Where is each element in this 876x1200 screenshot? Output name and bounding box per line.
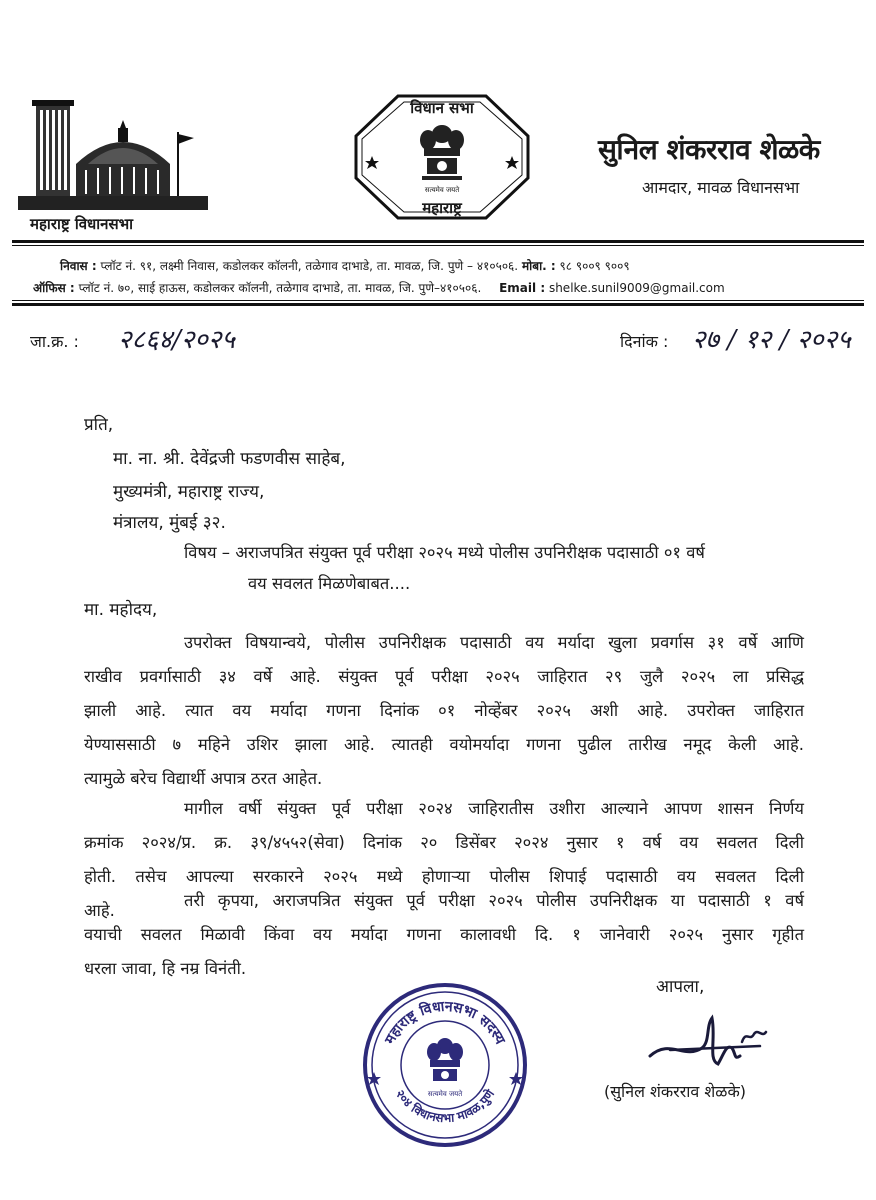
subject-text-1: अराजपत्रित संयुक्त पूर्व परीक्षा २०२५ मध्ये पोलीस उपनिरीक्षक पदासाठी ०१ वर्ष (235, 543, 705, 562)
office-address: प्लॉट नं. ७०, साई हाऊस, कडोलकर कॉलनी, तळेगाव दाभाडे, ता. मावळ, जि. पुणे–४१०५०६. (78, 281, 482, 295)
vidhan-bhavan-logo (18, 92, 208, 212)
residence-line (60, 257, 630, 274)
office-line (33, 279, 725, 296)
body-paragraph-1 (84, 626, 804, 796)
p2-line-4: आहे. (84, 901, 115, 920)
letterhead-divider-top-thin (12, 245, 864, 246)
p2-line-2: क्रमांक २०२४/प्र. क्र. ३९/४५५२(सेवा) दिनांक २० डिसेंबर २०२४ नुसार १ वर्ष वय सवलत दिली (84, 833, 804, 852)
p1-line-4: येण्याससाठी ७ महिने उशिर झाला आहे. त्यातही वयोमर्यादा गणना पुढील तारीख नमूद केली आहे. (84, 735, 804, 754)
mobile-label: मोबा. : (521, 259, 556, 273)
reference-label: जा.क्र. : (30, 332, 79, 351)
seal-bottom-text: महाराष्ट्र (422, 199, 462, 217)
letterhead-divider-bottom (12, 303, 864, 306)
body-paragraph-3 (84, 884, 804, 986)
letterhead-left-caption: महाराष्ट्र विधानसभा (30, 215, 134, 233)
p1-line-3: झाली आहे. त्यात वय मर्यादा गणना दिनांक ०१ नोव्हेंबर २०२५ अशी आहे. उपरोक्त जाहिरात (84, 701, 804, 720)
email-address: shelke.sunil9009@gmail.com (548, 281, 725, 295)
date-value: २७ / १२ / २०२५ (692, 325, 851, 355)
p3-line-1: तरी कृपया, अराजपत्रित संयुक्त पूर्व परीक्षा २०२५ पोलीस उपनिरीक्षक या पदासाठी १ वर्ष (184, 891, 804, 910)
residence-address: प्लॉट नं. ९१, लक्ष्मी निवास, कडोलकर कॉलनी, तळेगाव दाभाडे, ता. मावळ, जि. पुणे – ४१०५०६. (100, 259, 519, 273)
recipient-line-2: मुख्यमंत्री, महाराष्ट्र राज्य, (113, 482, 265, 502)
stamp-bottom-text: २०४ विधानसभा मावळ,पुणे (392, 1087, 498, 1126)
recipient-prati: प्रति, (84, 415, 114, 435)
stamp-motto-text: सत्यमेव जयते (427, 1090, 463, 1098)
p2-line-1: मागील वर्षी संयुक्त पूर्व परीक्षा २०२४ जाहिरातीस उशीरा आल्याने आपण शासन निर्णय (184, 799, 804, 818)
closing-yours: आपला, (656, 977, 705, 997)
salutation: मा. महोदय, (84, 600, 158, 620)
residence-label: निवास : (60, 259, 97, 273)
mobile-number: ९८ ९००९ ९००९ (559, 259, 630, 273)
subject-line-2: वय सवलत मिळणेबाबत.... (248, 574, 411, 593)
stamp-top-text: महाराष्ट्र विधानसभा सदस्य (382, 998, 508, 1047)
p1-line-1: उपरोक्त विषयान्वये, पोलीस उपनिरीक्षक पदासाठी वय मर्यादा खुला प्रवर्गास ३१ वर्षे आणि (184, 633, 804, 652)
official-round-stamp (360, 980, 530, 1150)
office-label: ऑफिस : (33, 281, 75, 295)
p3-line-3: धरला जावा, हि नम्र विनंती. (84, 959, 247, 978)
letterhead-divider-bottom-thin (12, 300, 864, 301)
p2-line-3: होती. तसेच आपल्या सरकारने २०२५ मध्ये होणाऱ्या पोलीस शिपाई पदासाठी वय सवलत दिली (84, 867, 804, 886)
seal-top-text: विधान सभा (410, 99, 474, 117)
subject-label: विषय – (184, 543, 231, 562)
p1-line-2: राखीव प्रवर्गासाठी ३४ वर्षे आहे. संयुक्त पूर्व परीक्षा २०२५ जाहिरात २९ जुलै २०२५ ला प्रसिद्ध (84, 667, 804, 686)
subject-line-1 (184, 540, 705, 563)
letterhead-name: सुनिल शंकरराव शेळके (598, 133, 820, 166)
seal-motto-text: सत्यमेव जयते (424, 186, 460, 194)
letterhead-divider-top (12, 240, 864, 243)
recipient-line-3: मंत्रालय, मुंबई ३२. (113, 513, 226, 533)
reference-number: २८६४/२०२५ (118, 325, 235, 355)
p3-line-2: वयाची सवलत मिळावी किंवा वय मर्यादा गणना कालावधी दि. १ जानेवारी २०२५ नुसार गृहीत (84, 925, 804, 944)
date-label: दिनांक : (620, 332, 669, 351)
recipient-line-1: मा. ना. श्री. देवेंद्रजी फडणवीस साहेब, (113, 449, 346, 469)
handwritten-signature (640, 1008, 790, 1078)
signatory-name: (सुनिल शंकरराव शेळके) (604, 1082, 746, 1101)
p1-line-5: त्यामुळे बरेच विद्यार्थी अपात्र ठरत आहेत. (84, 769, 323, 788)
email-label: Email : (499, 281, 546, 295)
letterhead-designation: आमदार, मावळ विधानसभा (642, 178, 800, 197)
